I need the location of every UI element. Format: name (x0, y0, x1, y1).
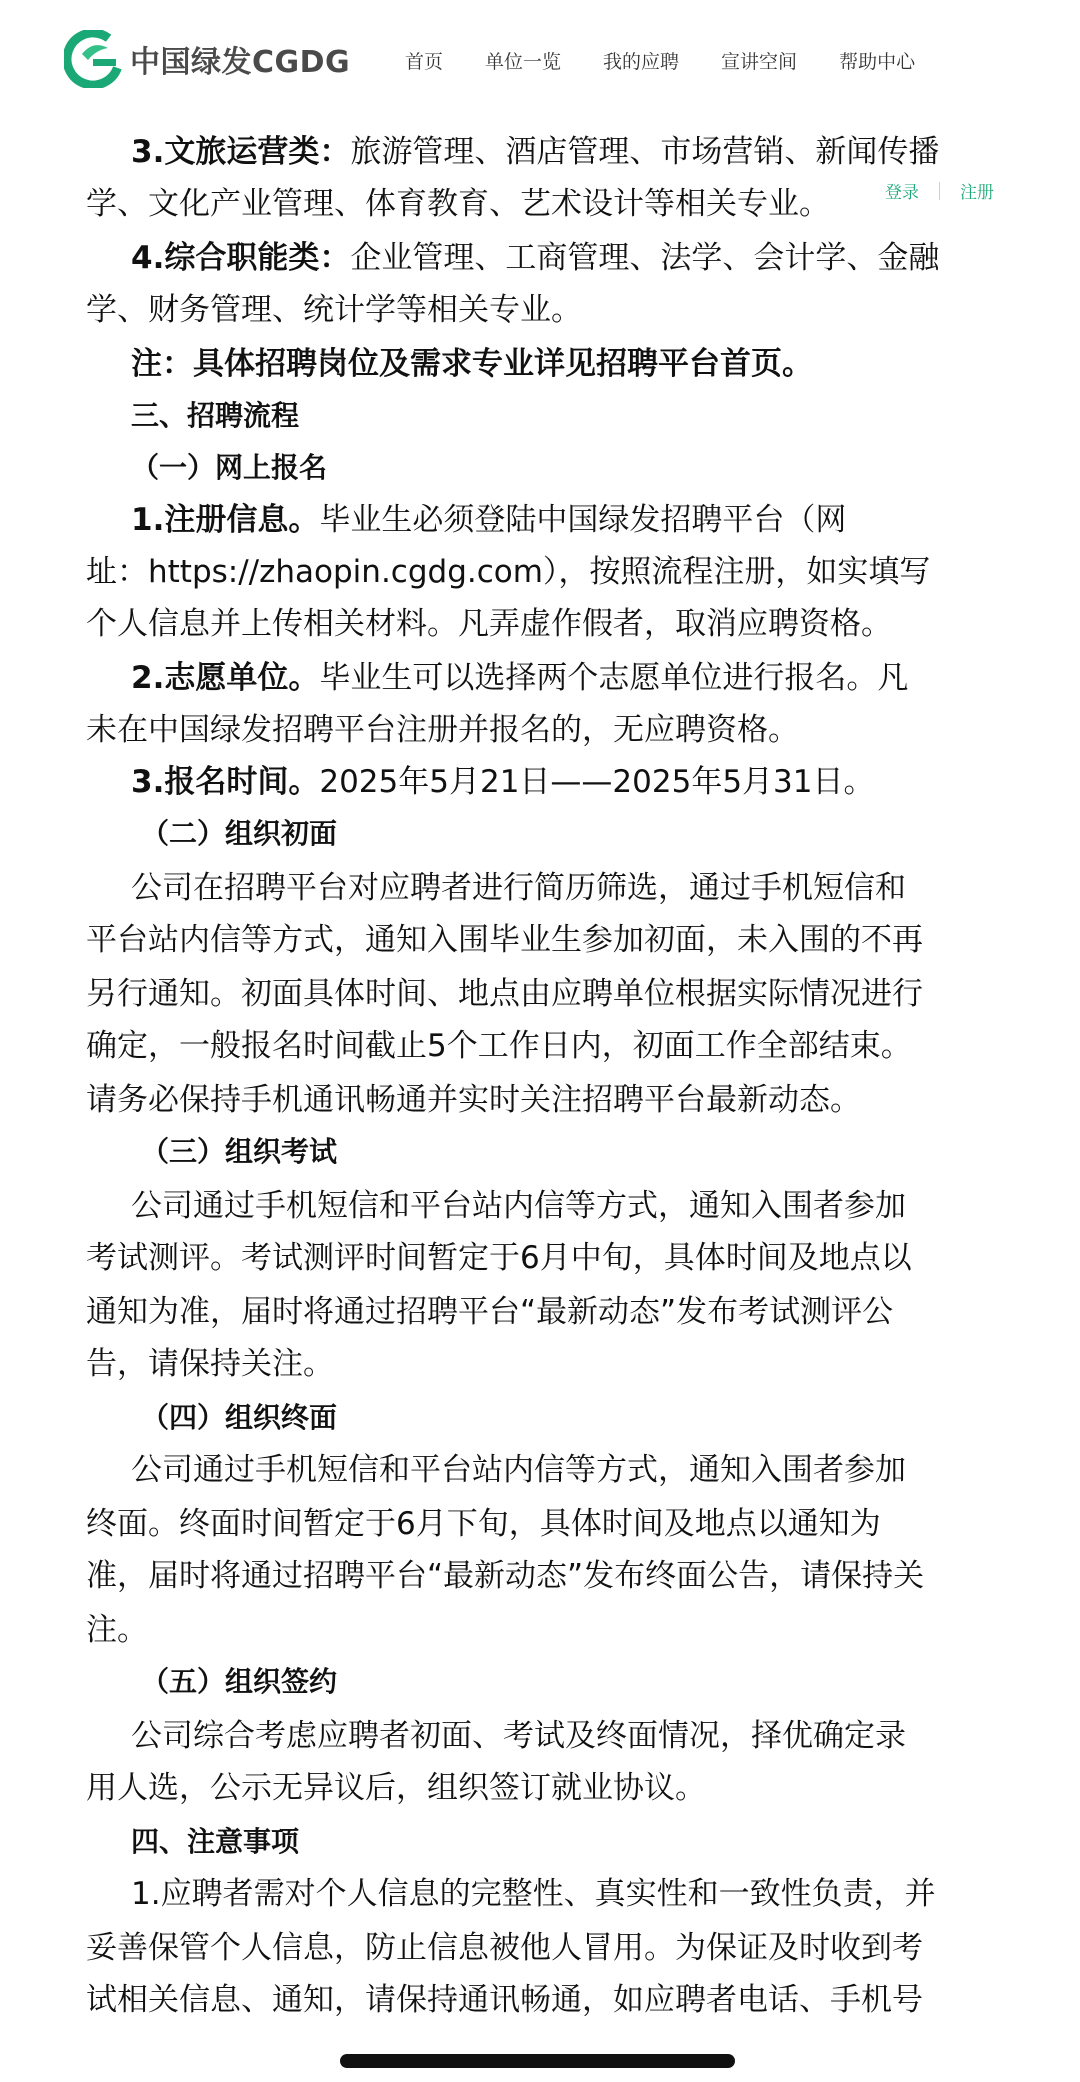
paragraph-line: 平台站内信等方式，通知入围毕业生参加初面，未入围的不再 (86, 922, 923, 958)
paragraph-line: 通知为准，届时将通过招聘平台“最新动态”发布考试测评公 (86, 1294, 894, 1330)
paragraph-line: 告，请保持关注。 (86, 1346, 334, 1382)
paragraph-line: 考试测评。考试测评时间暂定于6月中旬，具体时间及地点以 (86, 1240, 912, 1276)
cgdg-logo-icon (64, 30, 122, 88)
paragraph-line: 个人信息并上传相关材料。凡弄虚作假者，取消应聘资格。 (86, 606, 892, 642)
note-line: 注：具体招聘岗位及需求专业详见招聘平台首页。 (131, 346, 813, 382)
item-label: 3.报名时间。 (131, 764, 320, 800)
auth-links (877, 178, 994, 203)
subsection-title: （一）网上报名 (131, 451, 328, 484)
paragraph-line: 妥善保管个人信息，防止信息被他人冒用。为保证及时收到考 (86, 1930, 923, 1966)
nav-help-center[interactable]: 帮助中心 (839, 51, 916, 73)
paragraph-line: 请务必保持手机通讯畅通并实时关注招聘平台最新动态。 (86, 1082, 861, 1118)
paragraph-line: 准，届时将通过招聘平台“最新动态”发布终面公告，请保持关 (86, 1558, 925, 1594)
home-indicator[interactable] (340, 2054, 735, 2068)
paragraph-line: 用人选，公示无异议后，组织签订就业协议。 (86, 1770, 706, 1806)
paragraph-line: 公司综合考虑应聘者初面、考试及终面情况，择优确定录 (131, 1718, 906, 1754)
section-title: 四、注意事项 (131, 1825, 300, 1858)
site-header (0, 0, 1080, 125)
category-label: 3.文旅运营类： (131, 134, 351, 170)
brand-logo[interactable] (64, 30, 350, 88)
paragraph-line: 1.应聘者需对个人信息的完整性、真实性和一致性负责，并 (131, 1876, 936, 1912)
nav-home[interactable]: 首页 (405, 51, 444, 73)
paragraph-line: 终面。终面时间暂定于6月下旬，具体时间及地点以通知为 (86, 1506, 881, 1542)
item-text: 毕业生必须登陆中国绿发招聘平台（网 (319, 502, 847, 538)
paragraph-line (131, 659, 908, 697)
login-link[interactable]: 登录 (885, 183, 919, 203)
item-text: 2025年5月21日——2025年5月31日。 (319, 764, 875, 800)
paragraph-line: 未在中国绿发招聘平台注册并报名的，无应聘资格。 (86, 712, 799, 748)
nav-units[interactable]: 单位一览 (485, 51, 562, 73)
nav-presentation-space[interactable]: 宣讲空间 (721, 51, 798, 73)
item-label: 1.注册信息。 (131, 502, 320, 538)
register-link[interactable]: 注册 (960, 183, 994, 203)
item-text: 毕业生可以选择两个志愿单位进行报名。凡 (319, 660, 909, 696)
subsection-title: （三）组织考试 (141, 1135, 338, 1168)
paragraph-line (131, 133, 939, 171)
nav-my-applications[interactable]: 我的应聘 (603, 51, 680, 73)
category-text: 旅游管理、酒店管理、市场营销、新闻传播 (350, 134, 940, 170)
auth-divider (939, 182, 940, 200)
paragraph-line: 确定，一般报名时间截止5个工作日内，初面工作全部结束。 (86, 1028, 912, 1064)
paragraph-line: 公司在招聘平台对应聘者进行简历筛选，通过手机短信和 (131, 870, 906, 906)
subsection-title: （五）组织签约 (141, 1665, 338, 1698)
paragraph-line: 试相关信息、通知，请保持通讯畅通，如应聘者电话、手机号 (86, 1982, 923, 2018)
paragraph-line (131, 501, 846, 539)
paragraph-line: 公司通过手机短信和平台站内信等方式，通知入围者参加 (131, 1452, 906, 1488)
brand-name: 中国绿发CGDG (130, 45, 351, 80)
section-title: 三、招聘流程 (131, 399, 300, 432)
paragraph-line: 注。 (86, 1612, 148, 1648)
paragraph-line (131, 763, 874, 801)
category-label: 4.综合职能类： (131, 240, 351, 276)
item-label: 2.志愿单位。 (131, 660, 320, 696)
paragraph-line: 另行通知。初面具体时间、地点由应聘单位根据实际情况进行 (86, 976, 923, 1012)
subsection-title: （四）组织终面 (141, 1401, 338, 1434)
category-text: 企业管理、工商管理、法学、会计学、金融 (350, 240, 940, 276)
paragraph-line: 址：https://zhaopin.cgdg.com），按照流程注册，如实填写 (86, 554, 931, 590)
subsection-title: （二）组织初面 (141, 817, 338, 850)
paragraph-line (131, 239, 939, 277)
paragraph-line: 学、文化产业管理、体育教育、艺术设计等相关专业。 (86, 186, 830, 222)
paragraph-line: 学、财务管理、统计学等相关专业。 (86, 292, 582, 328)
main-nav (405, 47, 957, 74)
paragraph-line: 公司通过手机短信和平台站内信等方式，通知入围者参加 (131, 1188, 906, 1224)
